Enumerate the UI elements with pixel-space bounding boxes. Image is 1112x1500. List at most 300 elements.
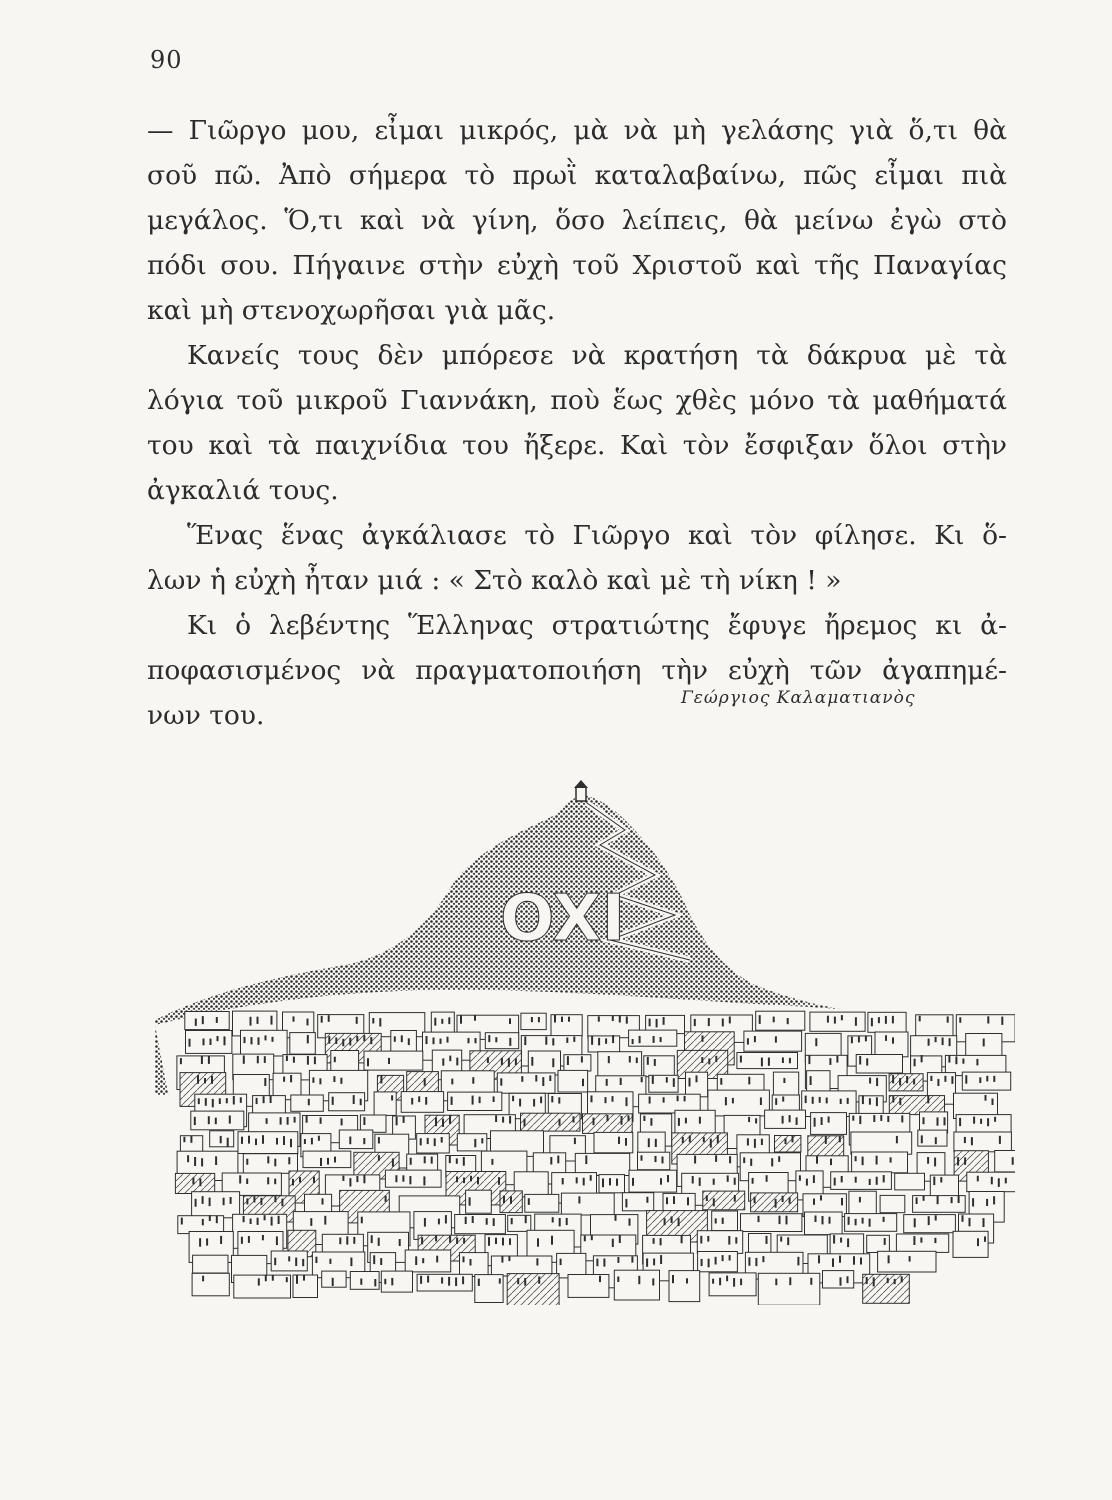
building-window (263, 1096, 265, 1103)
building-window (712, 1279, 714, 1284)
building-window (449, 1156, 451, 1164)
building-window (306, 1116, 308, 1123)
building-window (180, 1058, 182, 1064)
text-body (147, 108, 1007, 738)
building-window (204, 1078, 206, 1083)
building-window (210, 1039, 212, 1045)
building-window (928, 1216, 930, 1225)
building (896, 1234, 948, 1252)
building-window (689, 1078, 691, 1087)
building-window (894, 1279, 896, 1284)
building (364, 1051, 423, 1070)
building-window (559, 1218, 561, 1226)
building (895, 1173, 925, 1190)
building-window (208, 1116, 210, 1124)
building-window (957, 1157, 959, 1166)
building-window (465, 1217, 467, 1224)
building-window (702, 1036, 704, 1042)
building-window (524, 1037, 526, 1046)
building-window (312, 1077, 314, 1082)
building-window (223, 1198, 225, 1206)
building-window (852, 1116, 854, 1121)
building-window (934, 1238, 936, 1243)
building (744, 1031, 802, 1051)
building-window (566, 1218, 568, 1225)
building-window (785, 1138, 787, 1144)
building-window (271, 1016, 273, 1025)
building-window (329, 1259, 331, 1264)
building-window (787, 1018, 789, 1024)
building-window (632, 1039, 634, 1044)
building-window (468, 1038, 470, 1043)
building-window (725, 1097, 727, 1105)
building-window (367, 1058, 369, 1066)
building (845, 1214, 897, 1232)
building-window (703, 1137, 705, 1142)
building-window (420, 1138, 422, 1145)
building-window (220, 1236, 222, 1244)
building-window (472, 1216, 474, 1223)
building-window (977, 1238, 979, 1246)
building-window (921, 1055, 923, 1062)
building-window (422, 1258, 424, 1263)
building-window (270, 1095, 272, 1103)
building (329, 1093, 365, 1111)
building-window (987, 1016, 989, 1023)
building-window (271, 1217, 273, 1226)
building-window (1001, 1017, 1003, 1025)
building-window (202, 1276, 204, 1282)
building-window (421, 1237, 423, 1244)
building-window (619, 1015, 621, 1022)
building-window (761, 1058, 763, 1067)
building-window (834, 1178, 836, 1186)
building-window (715, 1218, 717, 1223)
building (638, 1132, 665, 1154)
building-window (629, 1218, 631, 1225)
building-window (438, 1219, 440, 1225)
building-window (923, 1196, 925, 1201)
building-window (977, 1176, 979, 1182)
building-window (488, 1035, 490, 1042)
building-window (847, 1276, 849, 1283)
building-window (441, 1137, 443, 1143)
building-window (424, 1218, 426, 1227)
building-window (194, 1117, 196, 1125)
building-window (217, 1036, 219, 1041)
building-window (626, 1097, 628, 1106)
building-window (278, 1216, 280, 1224)
building-window (295, 1258, 297, 1267)
building-window (512, 1096, 514, 1102)
building-window (470, 1259, 472, 1266)
building-window (773, 1017, 775, 1023)
text-line: σοῦ πῶ. Ἀπὸ σήμερα τὸ πρωῒ καταλαβαίνω, πῶς εἶμαι πιὰ (147, 160, 1007, 191)
building-window (855, 1156, 857, 1161)
building-window (552, 1217, 554, 1222)
building (193, 1255, 228, 1273)
building-window (474, 1139, 476, 1147)
building-window (441, 1019, 443, 1024)
building-window (755, 1258, 757, 1266)
building-window (605, 1097, 607, 1103)
building-window (307, 1056, 309, 1065)
building-window (495, 1037, 497, 1042)
building-window (442, 1119, 444, 1127)
building-window (955, 1056, 957, 1064)
building-window (619, 1235, 621, 1243)
building-window (847, 1098, 849, 1104)
building-window (812, 1097, 814, 1104)
building-window (631, 1256, 633, 1262)
building-window (239, 1175, 241, 1183)
building-window (937, 1196, 939, 1205)
building-window (248, 1136, 250, 1144)
building-window (203, 1039, 205, 1046)
building-window (253, 1196, 255, 1202)
building-window (923, 1117, 925, 1124)
building-window (420, 1276, 422, 1284)
building-window (618, 1137, 620, 1144)
building (775, 1136, 801, 1153)
building-window (449, 1056, 451, 1062)
building-window (735, 1237, 737, 1243)
building-window (869, 1098, 871, 1105)
building-window (509, 1038, 511, 1046)
building-window (789, 1197, 791, 1203)
building-window (762, 1256, 764, 1262)
building-window (488, 1237, 490, 1246)
building-window (349, 1137, 351, 1145)
text-line: λόγια τοῦ μικροῦ Γιαννάκη, ποὺ ἕως χθὲς μόνο τὰ μαθήματά (147, 385, 1007, 416)
building-window (643, 1116, 645, 1121)
building-window (290, 1139, 292, 1147)
summit-chapel (574, 780, 588, 801)
building-window (612, 1035, 614, 1043)
building-window (363, 1175, 365, 1183)
text-line: μεγάλος. Ὅ,τι καὶ νὰ γίνη, ὅσο λείπεις, θὰ μείνω ἐγὼ στὸ (147, 205, 1007, 236)
building-window (215, 1156, 217, 1165)
building-window (948, 1056, 950, 1063)
building-window (449, 1236, 451, 1243)
building-window (727, 1175, 729, 1181)
building-window (901, 1276, 903, 1282)
building-window (463, 1178, 465, 1184)
building-window (608, 1056, 610, 1063)
building-window (296, 1275, 298, 1284)
building-window (672, 1275, 674, 1283)
building-window (887, 1278, 889, 1283)
building-window (372, 1018, 374, 1024)
building-window (524, 1119, 526, 1127)
building-window (771, 1158, 773, 1166)
building-window (410, 1158, 412, 1165)
building-window (503, 1196, 505, 1203)
building-window (449, 1115, 451, 1124)
building-window (818, 1255, 820, 1263)
building-window (656, 1019, 658, 1028)
text-line: Κανείς τους δὲν μπόρεσε νὰ κρατήση τὰ δάκρυα μὲ τὰ (187, 340, 1007, 371)
building-window (230, 1197, 232, 1204)
building-window (246, 1198, 248, 1204)
building-window (327, 1158, 329, 1165)
building-window (789, 1115, 791, 1122)
building-window (855, 1177, 857, 1183)
building (868, 1012, 906, 1032)
building-window (274, 1258, 276, 1265)
building (598, 1052, 642, 1077)
building-window (969, 1218, 971, 1226)
building-window (550, 1157, 552, 1165)
building-window (371, 1235, 373, 1243)
building-window (395, 1175, 397, 1182)
building-window (899, 1098, 901, 1105)
building-window (283, 1136, 285, 1145)
building-window (265, 1035, 267, 1040)
building-window (402, 1175, 404, 1181)
building-window (538, 1017, 540, 1022)
building-window (554, 1015, 556, 1023)
building-window (820, 1195, 822, 1200)
text-line: ἀγκαλιά τους. (147, 475, 339, 506)
building-window (524, 1278, 526, 1286)
text-line: καὶ μὴ στενοχωρῆσαι γιὰ μᾶς. (147, 295, 556, 326)
building-window (215, 1118, 217, 1125)
building-window (267, 1156, 269, 1163)
building-window (481, 1138, 483, 1143)
building-window (321, 1016, 323, 1023)
building-window (654, 1059, 656, 1066)
building-window (720, 1078, 722, 1085)
building-window (229, 1116, 231, 1124)
building-window (873, 1277, 875, 1286)
building-window (194, 1157, 196, 1166)
building-window (699, 1117, 701, 1124)
building (568, 1275, 609, 1298)
building (638, 1152, 670, 1170)
building-window (311, 1138, 313, 1145)
building-window (374, 1279, 376, 1286)
building-window (511, 1218, 513, 1224)
building-window (862, 1218, 864, 1224)
building-window (678, 1118, 680, 1126)
building-window (649, 1019, 651, 1027)
building-window (862, 1157, 864, 1166)
building-window (255, 1139, 257, 1145)
building-window (937, 1079, 939, 1086)
building-window (388, 1058, 390, 1064)
building-window (558, 1097, 560, 1103)
building-window (246, 1179, 248, 1185)
building-window (244, 1037, 246, 1043)
building-window (478, 1279, 480, 1286)
building-window (806, 1179, 808, 1186)
building-window (605, 1038, 607, 1043)
building-window (515, 1058, 517, 1065)
building-window (754, 1139, 756, 1148)
building-window (685, 1118, 687, 1124)
building-window (701, 1057, 703, 1063)
building-window (782, 1097, 784, 1102)
building-window (260, 1198, 262, 1205)
building-window (202, 1219, 204, 1225)
building-window (866, 1058, 868, 1065)
building-window (226, 1098, 228, 1103)
building-window (758, 1216, 760, 1222)
building-window (552, 1058, 554, 1067)
building-window (755, 1118, 757, 1123)
building-window (722, 1218, 724, 1224)
building-window (201, 1158, 203, 1166)
building-window (617, 1257, 619, 1263)
building-window (871, 1018, 873, 1026)
building-window (286, 1056, 288, 1062)
building-window (262, 1235, 264, 1240)
building (867, 1235, 890, 1252)
building-window (951, 1197, 953, 1203)
building-window (334, 1057, 336, 1063)
building-window (427, 1138, 429, 1144)
building-window (545, 1037, 547, 1045)
building-window (533, 1099, 535, 1107)
building-window (617, 1277, 619, 1283)
building-window (195, 1019, 197, 1026)
building-window (479, 1097, 481, 1104)
building (185, 1012, 229, 1030)
building (852, 1152, 908, 1173)
building-window (869, 1219, 871, 1227)
building-window (378, 1137, 380, 1143)
building-window (256, 1098, 258, 1104)
building-window (986, 1076, 988, 1082)
building (485, 1033, 518, 1049)
building-window (324, 1216, 326, 1225)
building-window (288, 1157, 290, 1164)
building (460, 1253, 489, 1277)
building-window (442, 1058, 444, 1065)
building-window (858, 1036, 860, 1042)
building-window (441, 1277, 443, 1283)
building (561, 1193, 614, 1215)
building-window (474, 1015, 476, 1021)
building-window (493, 1218, 495, 1226)
building-window (892, 1016, 894, 1024)
building-window (585, 1155, 587, 1164)
building-window (411, 1098, 413, 1105)
building-window (499, 1278, 501, 1283)
building-window (224, 1036, 226, 1045)
building-window (715, 1155, 717, 1162)
building-window (927, 1157, 929, 1164)
building-window (189, 1039, 191, 1047)
building-window (363, 1035, 365, 1041)
building-window (733, 1278, 735, 1287)
building-window (992, 1099, 994, 1106)
building (703, 1191, 745, 1210)
building-window (892, 1075, 894, 1083)
building-window (673, 1078, 675, 1087)
building-window (984, 1236, 986, 1241)
building-window (833, 1235, 835, 1244)
building-window (797, 1257, 799, 1266)
building-window (660, 1255, 662, 1264)
building-window (431, 1157, 433, 1164)
building-window (638, 1276, 640, 1284)
building-window (873, 1115, 875, 1122)
building-window (463, 1256, 465, 1262)
building-window (424, 1078, 426, 1086)
building-window (841, 1198, 843, 1206)
building-window (899, 1078, 901, 1085)
building-window (715, 1056, 717, 1062)
city-buildings (155, 990, 1015, 1305)
building-window (964, 1137, 966, 1143)
building-window (994, 1117, 996, 1122)
building-window (958, 1196, 960, 1203)
building-window (660, 1178, 662, 1185)
building-window (826, 1098, 828, 1104)
building-window (537, 1238, 539, 1246)
building-window (813, 1199, 815, 1205)
building-window (209, 1215, 211, 1221)
building-window (220, 1136, 222, 1143)
building-window (748, 1117, 750, 1122)
building-window (839, 1136, 841, 1143)
building-window (216, 1017, 218, 1023)
building (954, 1132, 1012, 1152)
building-window (754, 1036, 756, 1042)
building-window (612, 1096, 614, 1102)
building-window (487, 1057, 489, 1063)
building-window (732, 1098, 734, 1104)
building-window (775, 1199, 777, 1208)
building-window (241, 1137, 243, 1144)
building-window (987, 1118, 989, 1126)
building-window (876, 1097, 878, 1106)
building-window (729, 1017, 731, 1024)
building-window (433, 1038, 435, 1045)
building-window (612, 1239, 614, 1247)
building (322, 1271, 346, 1287)
building-window (340, 1078, 342, 1084)
building-window (822, 1216, 824, 1224)
building-window (719, 1278, 721, 1286)
building-window (708, 1259, 710, 1268)
building-window (715, 1257, 717, 1265)
building-window (391, 1278, 393, 1285)
building-window (274, 1196, 276, 1202)
building-window (914, 1059, 916, 1067)
building-window (243, 1056, 245, 1064)
building-window (883, 1175, 885, 1182)
building-window (625, 1199, 627, 1208)
building-window (219, 1098, 221, 1104)
building-window (650, 1118, 652, 1126)
building-window (986, 1199, 988, 1206)
building-window (568, 1017, 570, 1022)
building-window (320, 1117, 322, 1123)
building-window (426, 1036, 428, 1044)
building-window (869, 1179, 871, 1185)
building-window (890, 1157, 892, 1162)
building-window (251, 1037, 253, 1044)
building-window (942, 1038, 944, 1046)
building-window (525, 1216, 527, 1224)
oxi-sign: OXI (500, 882, 626, 956)
building-window (353, 1237, 355, 1244)
building-window (202, 1016, 204, 1024)
building-window (360, 1279, 362, 1285)
